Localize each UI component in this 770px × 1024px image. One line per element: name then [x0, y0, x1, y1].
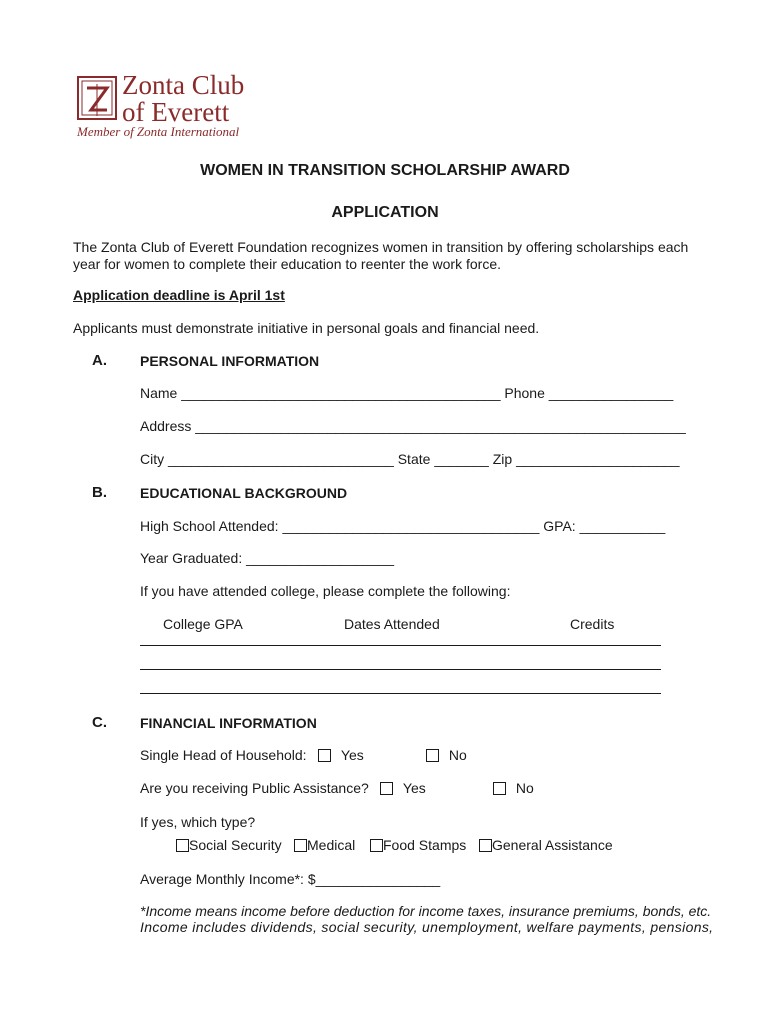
gpa-field[interactable]: ___________ [579, 518, 666, 534]
college-row-line-2[interactable] [140, 669, 661, 670]
income-row [140, 871, 440, 887]
public-assistance-yes[interactable] [380, 780, 426, 796]
head-household-label: Single Head of Household: [140, 747, 307, 763]
yes-label: Yes [340, 747, 364, 763]
column-dates-attended: Dates Attended [344, 616, 440, 632]
assistance-type-food-stamps[interactable] [370, 837, 466, 853]
checkbox-icon[interactable] [294, 839, 307, 852]
assistance-type-social-security[interactable] [176, 837, 282, 853]
high-school-field[interactable]: _________________________________ [282, 518, 540, 534]
type-label: Food Stamps [383, 837, 467, 853]
zip-field[interactable]: _____________________ [516, 451, 680, 467]
type-label: Medical [307, 837, 356, 853]
page-title: WOMEN IN TRANSITION SCHOLARSHIP AWARD [200, 162, 570, 179]
public-assistance-no[interactable] [493, 780, 534, 796]
section-a-letter: A. [92, 352, 107, 369]
income-note-line-2: Income includes dividends, social security, unemployment, welfare payments, pensions, [140, 919, 714, 935]
requirement-text: Applicants must demonstrate initiative in personal goals and financial need. [73, 320, 540, 336]
logo-line-1: Zonta Club [122, 70, 245, 100]
intro-paragraph: The Zonta Club of Everett Foundation recognizes women in transition by offering scholarships each year for women to complete their education to reenter the work force. [73, 239, 689, 272]
address-field[interactable]: _______________________________________________________________ [195, 418, 686, 434]
address-label: Address [140, 418, 192, 434]
section-c-title: FINANCIAL INFORMATION [140, 715, 317, 731]
checkbox-icon[interactable] [479, 839, 492, 852]
type-label: General Assistance [492, 837, 613, 853]
state-field[interactable]: _______ [434, 451, 489, 467]
logo-member-text: Member of Zonta International [77, 124, 240, 139]
head-household-yes[interactable] [318, 747, 364, 763]
yes-label: Yes [402, 780, 426, 796]
college-row-line-1[interactable] [140, 645, 661, 646]
year-label: Year Graduated: [140, 550, 243, 566]
phone-label: Phone [504, 385, 545, 401]
high-school-label: High School Attended: [140, 518, 279, 534]
checkbox-icon[interactable] [380, 782, 393, 795]
section-c-letter: C. [92, 714, 107, 731]
checkbox-icon[interactable] [176, 839, 189, 852]
income-label: Average Monthly Income*: [140, 871, 304, 887]
name-field[interactable]: _________________________________________ [181, 385, 501, 401]
income-field[interactable]: ________________ [315, 871, 441, 887]
checkbox-icon[interactable] [493, 782, 506, 795]
gpa-label: GPA: [543, 518, 576, 534]
column-college-gpa: College GPA [163, 616, 243, 632]
assistance-type-medical[interactable] [294, 837, 355, 853]
checkbox-icon[interactable] [426, 749, 439, 762]
type-label: Social Security [189, 837, 282, 853]
column-credits: Credits [570, 616, 615, 632]
section-a-title: PERSONAL INFORMATION [140, 353, 320, 369]
no-label: No [515, 780, 534, 796]
which-type-label: If yes, which type? [140, 814, 256, 830]
city-row [140, 451, 680, 467]
checkbox-icon[interactable] [318, 749, 331, 762]
state-label: State [397, 451, 431, 467]
college-row-line-3[interactable] [140, 693, 661, 694]
checkbox-icon[interactable] [370, 839, 383, 852]
no-label: No [448, 747, 467, 763]
address-row [140, 418, 686, 434]
section-b-title: EDUCATIONAL BACKGROUND [140, 485, 348, 501]
year-field[interactable]: ___________________ [246, 550, 395, 566]
phone-field[interactable]: ________________ [548, 385, 674, 401]
name-row [140, 385, 673, 401]
city-label: City [140, 451, 165, 467]
logo-line-2: of Everett [122, 97, 230, 127]
city-field[interactable]: _____________________________ [168, 451, 394, 467]
head-household-no[interactable] [426, 747, 467, 763]
section-b-letter: B. [92, 484, 107, 501]
name-label: Name [140, 385, 178, 401]
page-subtitle: APPLICATION [331, 204, 439, 221]
high-school-row [140, 518, 665, 534]
income-note-line-1: *Income means income before deduction for income taxes, insurance premiums, bonds, etc. [140, 903, 712, 919]
assistance-type-general[interactable] [479, 837, 613, 853]
zonta-logo-icon [77, 76, 117, 120]
income-prefix: $ [307, 871, 316, 887]
zip-label: Zip [492, 451, 513, 467]
public-assistance-label: Are you receiving Public Assistance? [140, 780, 369, 796]
deadline-text: Application deadline is April 1st [73, 287, 285, 303]
college-prompt: If you have attended college, please complete the following: [140, 583, 511, 599]
year-row [140, 550, 394, 566]
